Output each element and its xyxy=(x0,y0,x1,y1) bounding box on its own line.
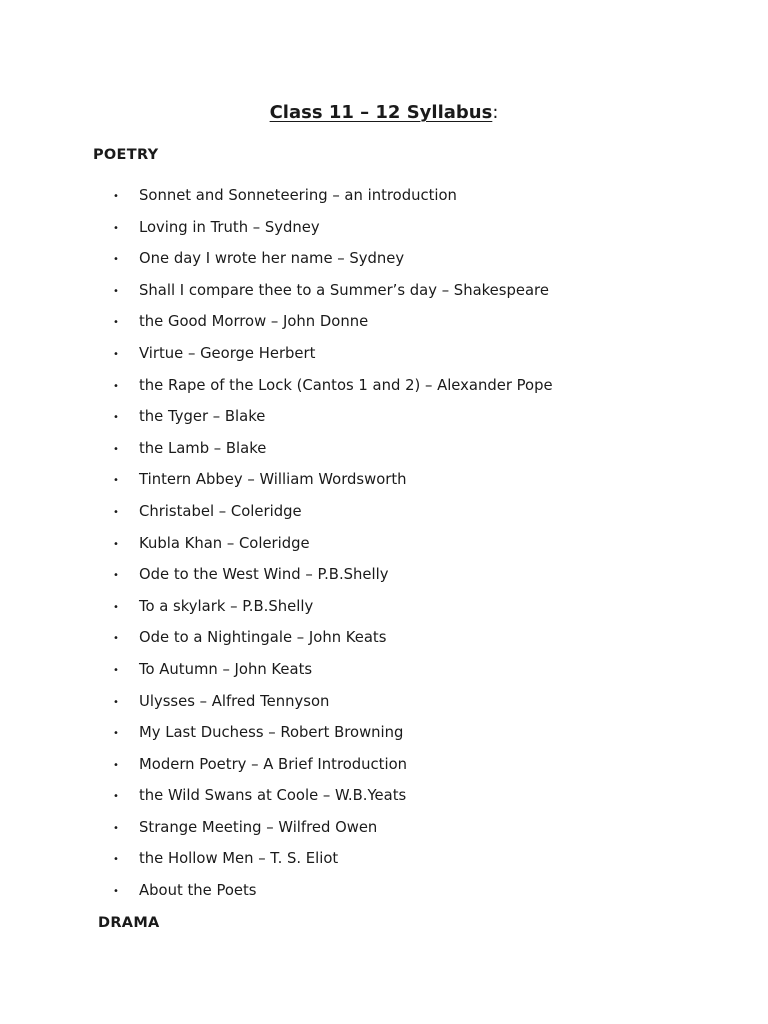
list-item-text: Ode to a Nightingale – John Keats xyxy=(139,629,387,647)
bullet-icon: • xyxy=(113,254,119,266)
bullet-icon: • xyxy=(113,222,119,234)
bullet-icon: • xyxy=(113,791,119,803)
list-item-text: To a skylark – P.B.Shelly xyxy=(139,597,314,615)
list-item-text: Kubla Khan – Coleridge xyxy=(139,534,310,552)
list-item-text: Modern Poetry – A Brief Introduction xyxy=(139,755,408,773)
bullet-icon: • xyxy=(113,822,119,834)
list-item-text: One day I wrote her name – Sydney xyxy=(139,250,405,268)
bullet-icon: • xyxy=(113,285,119,297)
list-item-text: the Lamb – Blake xyxy=(139,439,267,457)
list-item-text: Strange Meeting – Wilfred Owen xyxy=(139,818,378,836)
bullet-icon: • xyxy=(113,380,119,392)
list-item-text: the Rape of the Lock (Cantos 1 and 2) – Alexander Pope xyxy=(139,376,553,394)
list-item-text: To Autumn – John Keats xyxy=(139,660,313,678)
bullet-icon: • xyxy=(113,412,119,424)
title-colon: : xyxy=(492,102,499,123)
bullet-icon: • xyxy=(113,633,119,645)
bullet-icon: • xyxy=(113,886,119,898)
drama-heading: DRAMA xyxy=(98,915,160,931)
bullet-icon: • xyxy=(113,348,119,360)
bullet-icon: • xyxy=(113,443,119,455)
list-item-text: the Good Morrow – John Donne xyxy=(139,313,369,331)
bullet-icon: • xyxy=(113,191,119,202)
list-item-text: Shall I compare thee to a Summer’s day – Shakespeare xyxy=(139,281,549,299)
bullet-icon: • xyxy=(113,570,119,582)
list-item-text: Sonnet and Sonneteering – an introduction xyxy=(139,187,457,204)
list-item-text: the Hollow Men – T. S. Eliot xyxy=(139,850,339,868)
list-item-text: the Tyger – Blake xyxy=(139,408,266,426)
list-item-text: My Last Duchess – Robert Browning xyxy=(139,724,404,742)
list-item-text: the Wild Swans at Coole – W.B.Yeats xyxy=(139,787,407,805)
list-item-text: About the Poets xyxy=(139,882,257,900)
list-item-text: Loving in Truth – Sydney xyxy=(139,218,320,236)
bullet-icon: • xyxy=(113,664,119,676)
list-item-text: Tintern Abbey – William Wordsworth xyxy=(139,471,407,489)
bullet-icon: • xyxy=(113,759,119,771)
bullet-icon: • xyxy=(113,728,119,740)
page-title: Class 11 – 12 Syllabus xyxy=(269,102,493,123)
bullet-icon: • xyxy=(113,538,119,550)
bullet-icon: • xyxy=(113,696,119,708)
list-item-text: Ulysses – Alfred Tennyson xyxy=(139,692,330,710)
bullet-icon: • xyxy=(113,317,119,329)
bullet-icon: • xyxy=(113,854,119,866)
bullet-icon: • xyxy=(113,475,119,487)
title-row xyxy=(0,101,768,125)
bullet-icon: • xyxy=(113,601,119,613)
list-item-text: Virtue – George Herbert xyxy=(139,344,316,362)
list-item-text: Ode to the West Wind – P.B.Shelly xyxy=(139,566,389,584)
list-item-text: Christabel – Coleridge xyxy=(139,502,302,520)
poetry-heading: POETRY xyxy=(93,147,159,163)
bullet-icon: • xyxy=(113,506,119,518)
